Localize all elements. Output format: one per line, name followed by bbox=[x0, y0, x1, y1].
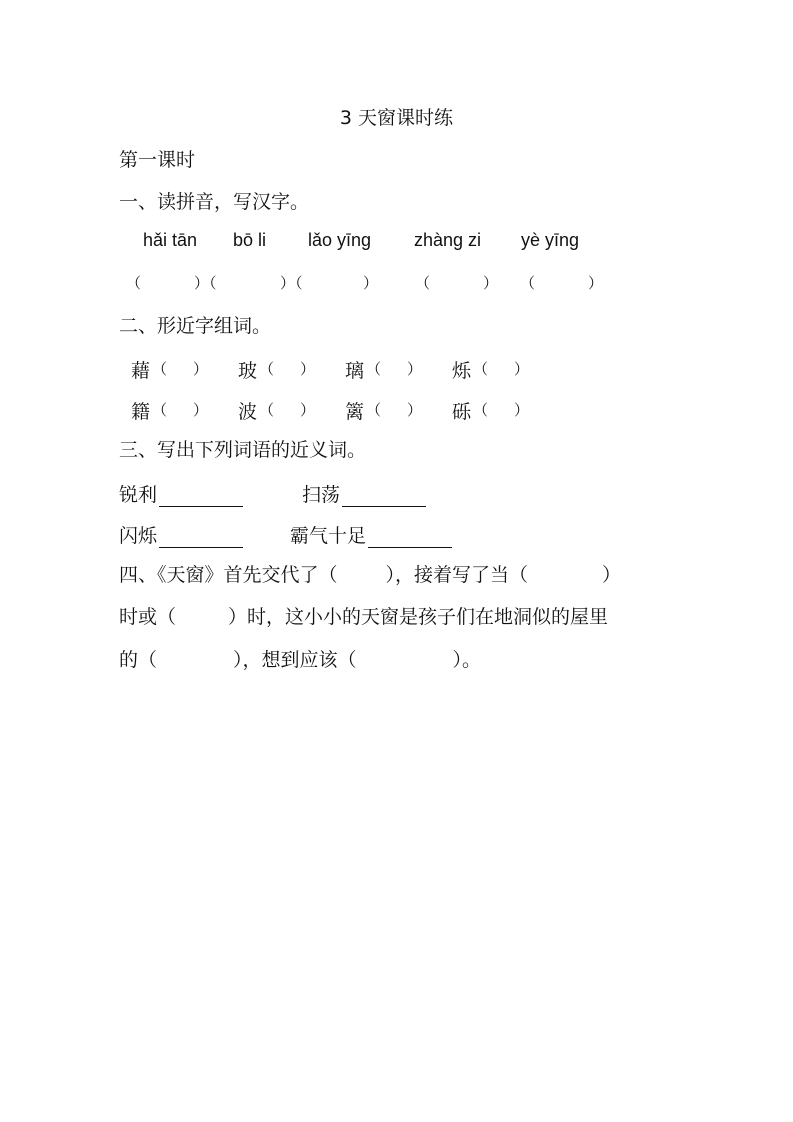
q1-heading: 一、读拼音，写汉字。 bbox=[119, 191, 310, 213]
q1-pinyin-row bbox=[0, 230, 793, 256]
q4-text-1a: 四、《天窗》首先交代了（ bbox=[119, 564, 338, 586]
q3-item-4 bbox=[290, 521, 452, 548]
paren-open: （ bbox=[366, 360, 382, 378]
pinyin-2: bō li bbox=[233, 230, 267, 250]
paren-close: ） bbox=[514, 401, 530, 419]
q4-line-1 bbox=[119, 563, 621, 587]
q4-line-2 bbox=[119, 605, 608, 629]
pinyin-5: yè yīnɡ bbox=[521, 230, 580, 250]
lesson-label: 第一课时 bbox=[119, 149, 196, 171]
q3-row-1 bbox=[0, 480, 793, 506]
paren-open-5: （ bbox=[520, 274, 536, 292]
char-1-1: 藉 bbox=[131, 360, 151, 382]
q4-text-3b: ），想到应该（ bbox=[233, 649, 357, 671]
paren-open-1: （ bbox=[126, 274, 142, 292]
answer-blank[interactable] bbox=[368, 527, 452, 548]
char-1-4: 烁 bbox=[452, 360, 472, 382]
paren-close: ） bbox=[193, 401, 209, 419]
q3-heading: 三、写出下列词语的近义词。 bbox=[119, 439, 367, 461]
paren-open: （ bbox=[473, 360, 489, 378]
paren-close-4: ） bbox=[483, 274, 499, 292]
paren-pair-2: ）（ bbox=[280, 274, 303, 292]
paren-open: （ bbox=[259, 401, 275, 419]
answer-blank[interactable] bbox=[159, 486, 243, 507]
q3-item-1 bbox=[119, 480, 243, 507]
char-2-3: 篱 bbox=[345, 401, 365, 423]
paren-close: ） bbox=[193, 360, 209, 378]
page-title: 3 天窗课时练 bbox=[339, 107, 454, 129]
answer-blank[interactable] bbox=[342, 486, 426, 507]
q4-line-3 bbox=[119, 648, 481, 672]
paren-open-4: （ bbox=[415, 274, 431, 292]
paren-open: （ bbox=[473, 401, 489, 419]
q4-text-2a: 时或（ bbox=[119, 606, 177, 628]
paren-close: ） bbox=[407, 360, 423, 378]
q3-word-3: 闪烁 bbox=[119, 525, 158, 547]
q2-row-2 bbox=[0, 397, 793, 423]
char-2-2: 波 bbox=[238, 401, 258, 423]
paren-close: ） bbox=[514, 360, 530, 378]
pinyin-1: hǎi tān bbox=[143, 230, 198, 250]
q2-row-1 bbox=[0, 356, 793, 382]
paren-pair-1: ）（ bbox=[194, 274, 217, 292]
paren-open: （ bbox=[152, 360, 168, 378]
q3-row-2 bbox=[0, 521, 793, 547]
q4-text-1b: ），接着写了当（ bbox=[385, 564, 529, 586]
pinyin-3: lǎo yīnɡ bbox=[308, 230, 372, 250]
q1-answer-parens bbox=[0, 272, 793, 296]
answer-blank[interactable] bbox=[159, 527, 243, 548]
char-1-3: 璃 bbox=[345, 360, 365, 382]
q3-item-3 bbox=[119, 521, 243, 548]
paren-close: ） bbox=[300, 401, 316, 419]
paren-close-5: ） bbox=[588, 274, 604, 292]
paren-close-3: ） bbox=[363, 274, 379, 292]
char-2-1: 籍 bbox=[131, 401, 151, 423]
q4-text-2b: ）时，这小小的天窗是孩子们在地洞似的屋里 bbox=[228, 606, 609, 628]
paren-close: ） bbox=[300, 360, 316, 378]
q3-item-2 bbox=[302, 480, 426, 507]
q3-word-2: 扫荡 bbox=[302, 484, 341, 506]
char-2-4: 砾 bbox=[452, 401, 472, 423]
paren-open: （ bbox=[259, 360, 275, 378]
char-1-2: 玻 bbox=[238, 360, 258, 382]
paren-open: （ bbox=[366, 401, 382, 419]
paren-close: ） bbox=[407, 401, 423, 419]
q4-text-3c: ）。 bbox=[452, 649, 482, 671]
paren-open: （ bbox=[152, 401, 168, 419]
q3-word-1: 锐利 bbox=[119, 484, 158, 506]
q2-heading: 二、形近字组词。 bbox=[119, 315, 272, 337]
q3-word-4: 霸气十足 bbox=[290, 525, 367, 547]
q4-text-3a: 的（ bbox=[119, 649, 158, 671]
q4-text-1c: ） bbox=[602, 564, 622, 586]
pinyin-4: zhànɡ zi bbox=[414, 230, 482, 250]
